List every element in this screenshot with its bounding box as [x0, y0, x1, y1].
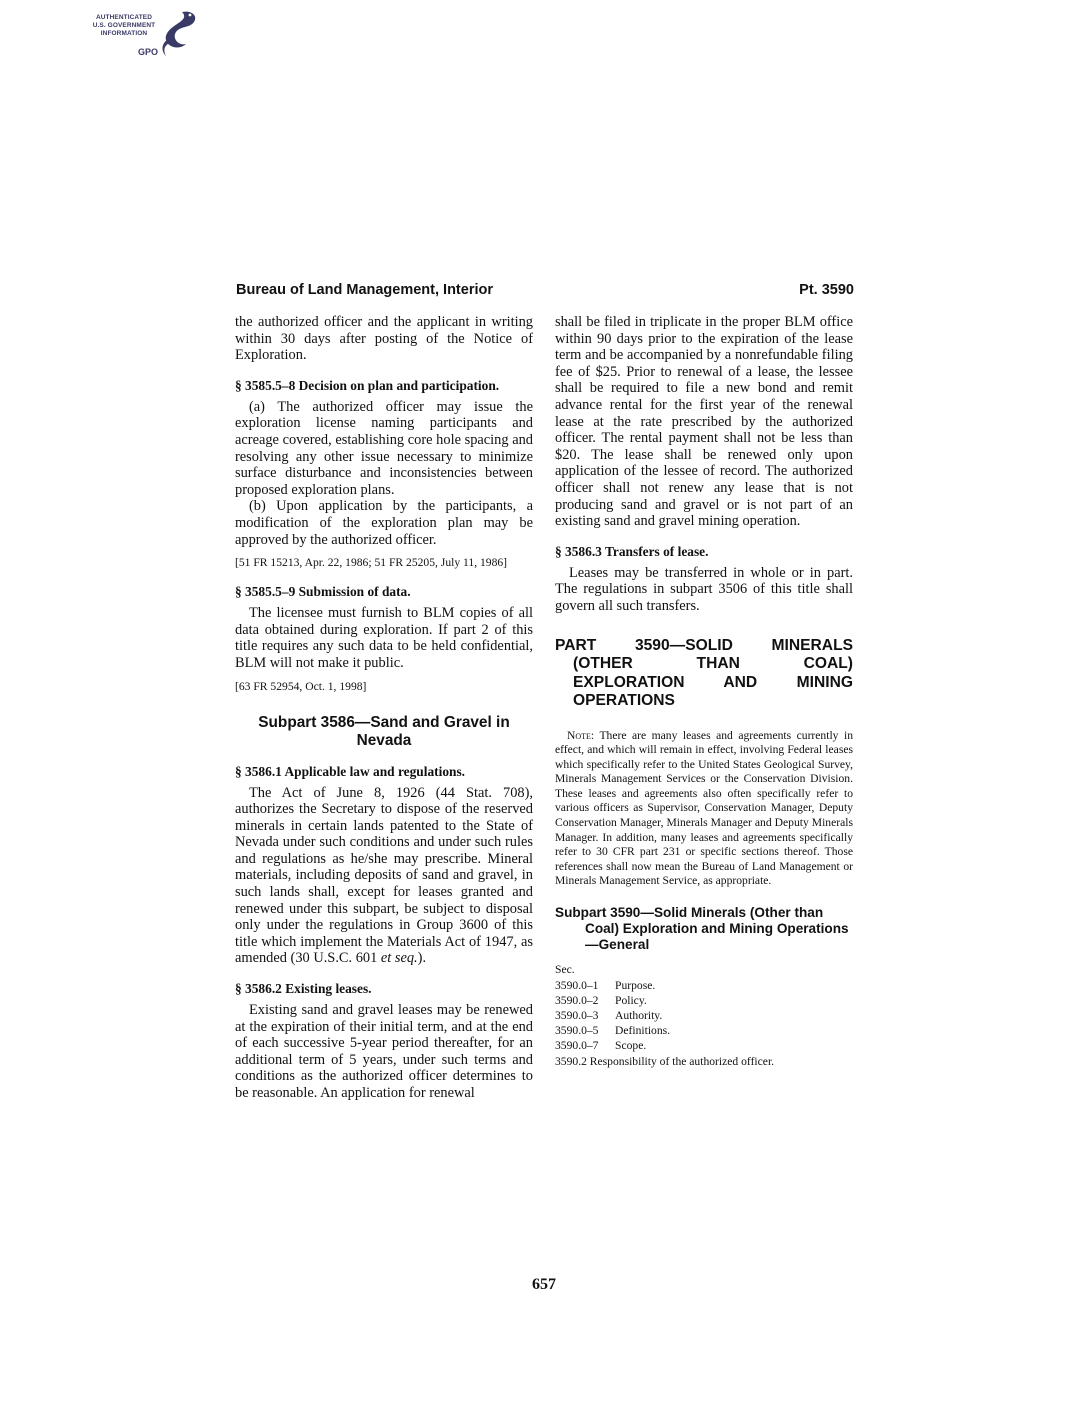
toc-label: Sec. — [555, 963, 575, 977]
paragraph-a: (a) The authorized officer may issue the exploration license naming participants and acreage covered, establishing core hole spacing and resolving any other issue necessary to minimize surface disturbance and inconsistencies between proposed exploration plans. — [235, 398, 533, 498]
paragraph-transfers: Leases may be transferred in whole or in part. The regulations in subpart 3506 of this title shall govern all such transfers. — [555, 564, 853, 614]
paragraph-applicable-law: The Act of June 8, 1926 (44 Stat. 708), authorizes the Secretary to dispose of the reserved minerals in certain lands patented to the State of Nevada under such conditions and under such rules and regulations as he/she may prescribe. Mineral materials, including deposits of sand and gravel, in such lands shall, except for leases granted and renewed under this subpart, be subject to disposal only under the regulations in Group 3600 of this title which implement the Materials Act of 1947, as amended (30 U.S.C. 601 et seq.). — [235, 784, 533, 967]
paragraph-renewal-continued: shall be filed in triplicate in the proper BLM office within 90 days prior to the expiration of the lease term and be accompanied by a nonrefundable filing fee of $25. Prior to renewal of a lease, the lessee shall be required to file a new bond and remit advance rental for the first year of the renewal lease at the rate prescribed by the authorized officer. The rental payment shall not be less than $20. The lease shall be renewed only upon application of the lessee of record. The authorized officer shall not renew any lease that is not producing sand and gravel or is not part of an existing sand and gravel mining operation. — [555, 314, 853, 530]
citation-1: [51 FR 15213, Apr. 22, 1986; 51 FR 25205, July 11, 1986] — [235, 556, 508, 570]
gpo-authentication-logo — [82, 8, 200, 60]
right-column — [555, 314, 853, 1069]
part-heading-3590: PART 3590—SOLID MINERALS (OTHER THAN COAL) EXPLORATION AND MINING OPERATIONS — [555, 636, 853, 709]
note-label: Note: — [567, 728, 595, 742]
toc-item: 3590.2 Responsibility of the authorized officer. — [555, 1054, 775, 1068]
section-heading-3585-5-9: § 3585.5–9 Submission of data. — [235, 584, 411, 600]
paragraph-submission-data: The licensee must furnish to BLM copies of all data obtained during exploration. If part 2 of this title requires any such data to be held confidential, BLM will not make it public. — [235, 605, 533, 671]
running-header — [236, 282, 854, 302]
section-heading-3586-2: § 3586.2 Existing leases. — [235, 981, 372, 997]
section-heading-3585-5-8: § 3585.5–8 Decision on plan and participation. — [235, 377, 500, 393]
logo-text: AUTHENTICATED U.S. GOVERNMENT INFORMATION — [92, 14, 156, 37]
citation-2: [63 FR 52954, Oct. 1, 1998] — [235, 679, 367, 693]
paragraph-b: (b) Upon application by the participants, a modification of the exploration plan may be approved by the authorized officer. — [235, 498, 533, 548]
subpart-heading-3590: Subpart 3590—Solid Minerals (Other than Coal) Exploration and Mining Operations—General — [555, 905, 849, 952]
paragraph-continued: the authorized officer and the applicant in writing within 30 days after posting of the Notice of Exploration. — [235, 314, 533, 364]
subpart-heading-3586: Subpart 3586—Sand and Gravel in Nevada — [258, 713, 510, 749]
page-number: 657 — [532, 1276, 556, 1293]
header-agency: Bureau of Land Management, Interior — [236, 282, 493, 298]
toc-item: 3590.0–3 Authority. — [555, 1009, 663, 1023]
paragraph-existing-leases: Existing sand and gravel leases may be renewed at the expiration of their initial term, and at the end of each successive 5-year period thereafter, for an additional term of 5 years, under such terms and conditions as the authorized officer determines to be reasonable. An application for renewal — [235, 1002, 533, 1101]
toc-item: 3590.0–1 Purpose. — [555, 978, 656, 992]
eagle-icon — [152, 8, 200, 60]
section-heading-3586-3: § 3586.3 Transfers of lease. — [555, 543, 709, 559]
toc-item: 3590.0–5 Definitions. — [555, 1024, 671, 1038]
note-paragraph: Note: There are many leases and agreements currently in effect, and which will remain in effect, involving Federal leases which specifically refer to the United States Geological Survey, Minerals Management Services or the Conservation Division. These leases and agreements also often specifically refer to various officers as Supervisor, Conservation Manager, Deputy Conservation Manager, Minerals Manager and Deputy Minerals Manager. In addition, many leases and agreements specifically refer to 30 CFR part 231 or specific sections thereof. Those references shall now mean the Bureau of Land Management or Minerals Management Service, as appropriate. — [555, 728, 853, 888]
toc-item: 3590.0–7 Scope. — [555, 1039, 647, 1053]
left-column — [235, 314, 533, 1102]
section-table-of-contents — [555, 962, 853, 1068]
section-heading-3586-1: § 3586.1 Applicable law and regulations. — [235, 763, 466, 779]
logo-gpo-word: GPO — [138, 47, 159, 57]
toc-item: 3590.0–2 Policy. — [555, 993, 647, 1007]
header-part: Pt. 3590 — [799, 282, 854, 298]
